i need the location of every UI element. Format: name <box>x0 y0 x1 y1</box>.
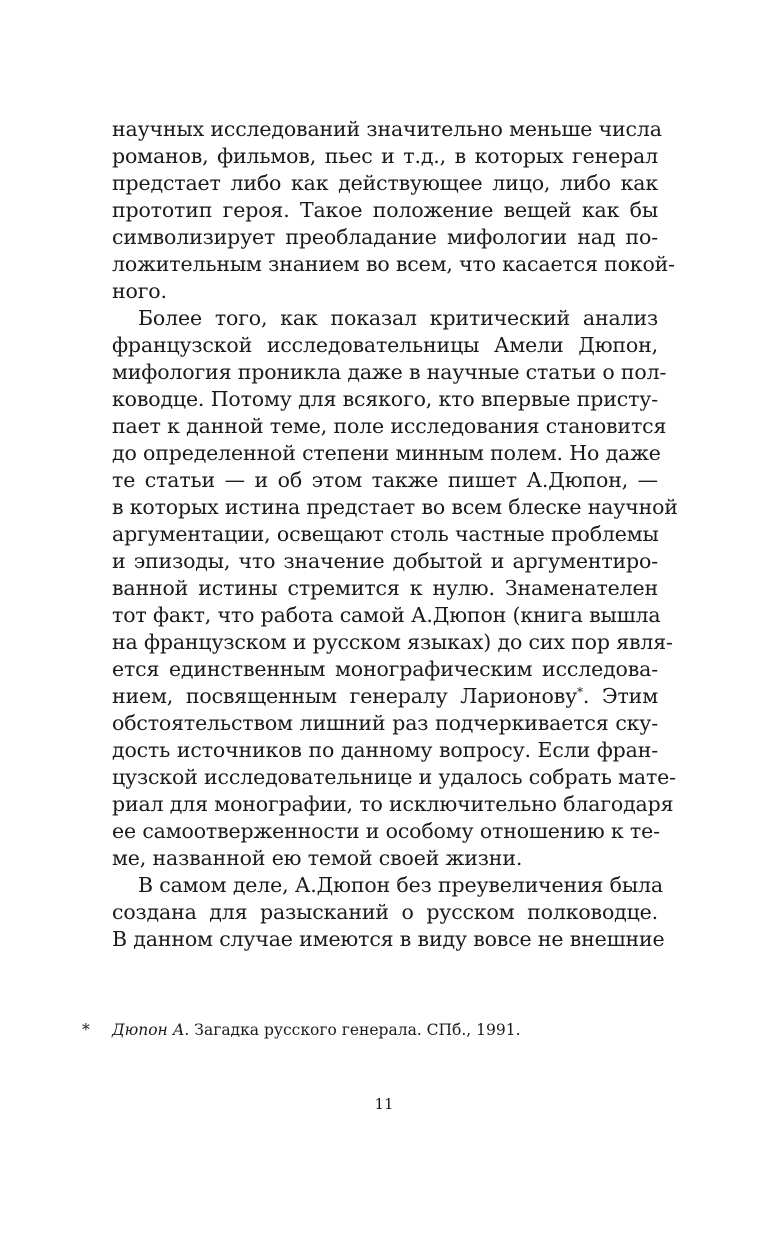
text-line: те статьи — и об этом также пишет А.Дюпон, — <box>112 468 658 492</box>
text-line: ется единственным монографическим исследова- <box>112 657 658 681</box>
text-line: создана для разысканий о русском полководце. <box>112 900 658 924</box>
text-line: ванной истины стремится к нулю. Знаменателен <box>112 576 658 600</box>
footnote-mark: * <box>82 1021 90 1039</box>
text-line: Более того, как показал критический анализ <box>138 306 658 330</box>
text-line: научных исследований значительно меньше числа <box>112 117 662 141</box>
footnote-author: Дюпон А. <box>112 1021 190 1039</box>
text-line: предстает либо как действующее лицо, либо как <box>112 171 658 195</box>
text-line: пает к данной теме, поле исследования становится <box>112 414 667 438</box>
text-line: и эпизоды, что значение добытой и аргументиро- <box>112 549 658 573</box>
text-fragment: нием, посвященным генералу Ларионову <box>112 684 578 708</box>
text-line: тот факт, что работа самой А.Дюпон (книга вышла <box>112 603 661 627</box>
footnote-reference[interactable]: * <box>577 685 583 699</box>
text-line: цузской исследовательнице и удалось собрать мате- <box>112 765 676 789</box>
text-line: ного. <box>112 279 167 303</box>
text-line-with-footnote-ref <box>112 683 658 710</box>
text-line: ководце. Потому для всякого, кто впервые присту- <box>112 387 658 411</box>
text-fragment: . Этим <box>582 684 658 708</box>
text-line: французской исследовательницы Амели Дюпон, <box>112 333 658 357</box>
text-line: В самом деле, А.Дюпон без преувеличения была <box>138 873 663 897</box>
footnote-text: Загадка русского генерала. СПб., 1991. <box>189 1021 521 1039</box>
text-line: В данном случае имеются в виду вовсе не внешние <box>112 927 665 951</box>
text-line: аргументации, освещают столь частные проблемы <box>112 522 659 546</box>
text-line: в которых истина предстает во всем блеске научной <box>112 495 678 519</box>
text-line: ложительным знанием во всем, что касается покой- <box>112 252 675 276</box>
text-line: ме, названной ею темой своей жизни. <box>112 846 523 870</box>
text-line: прототип героя. Такое положение вещей как бы <box>112 198 658 222</box>
text-line: мифология проникла даже в научные статьи о пол- <box>112 360 667 384</box>
text-line: дость источников по данному вопросу. Если фран- <box>112 738 658 762</box>
text-line: риал для монографии, то исключительно благодаря <box>112 792 674 816</box>
text-line: символизирует преобладание мифологии над по- <box>112 225 658 249</box>
footnote <box>82 1019 682 1041</box>
page-number: 11 <box>374 1095 394 1113</box>
text-line: на французском и русском языках) до сих пор явля- <box>112 630 673 654</box>
main-text <box>112 116 678 953</box>
text-line: обстоятельством лишний раз подчеркивается ску- <box>112 711 658 735</box>
text-line: романов, фильмов, пьес и т.д., в которых генерал <box>112 144 658 168</box>
text-line: до определенной степени минным полем. Но даже <box>112 441 661 465</box>
text-line: ее самоотверженности и особому отношению к те- <box>112 819 660 843</box>
